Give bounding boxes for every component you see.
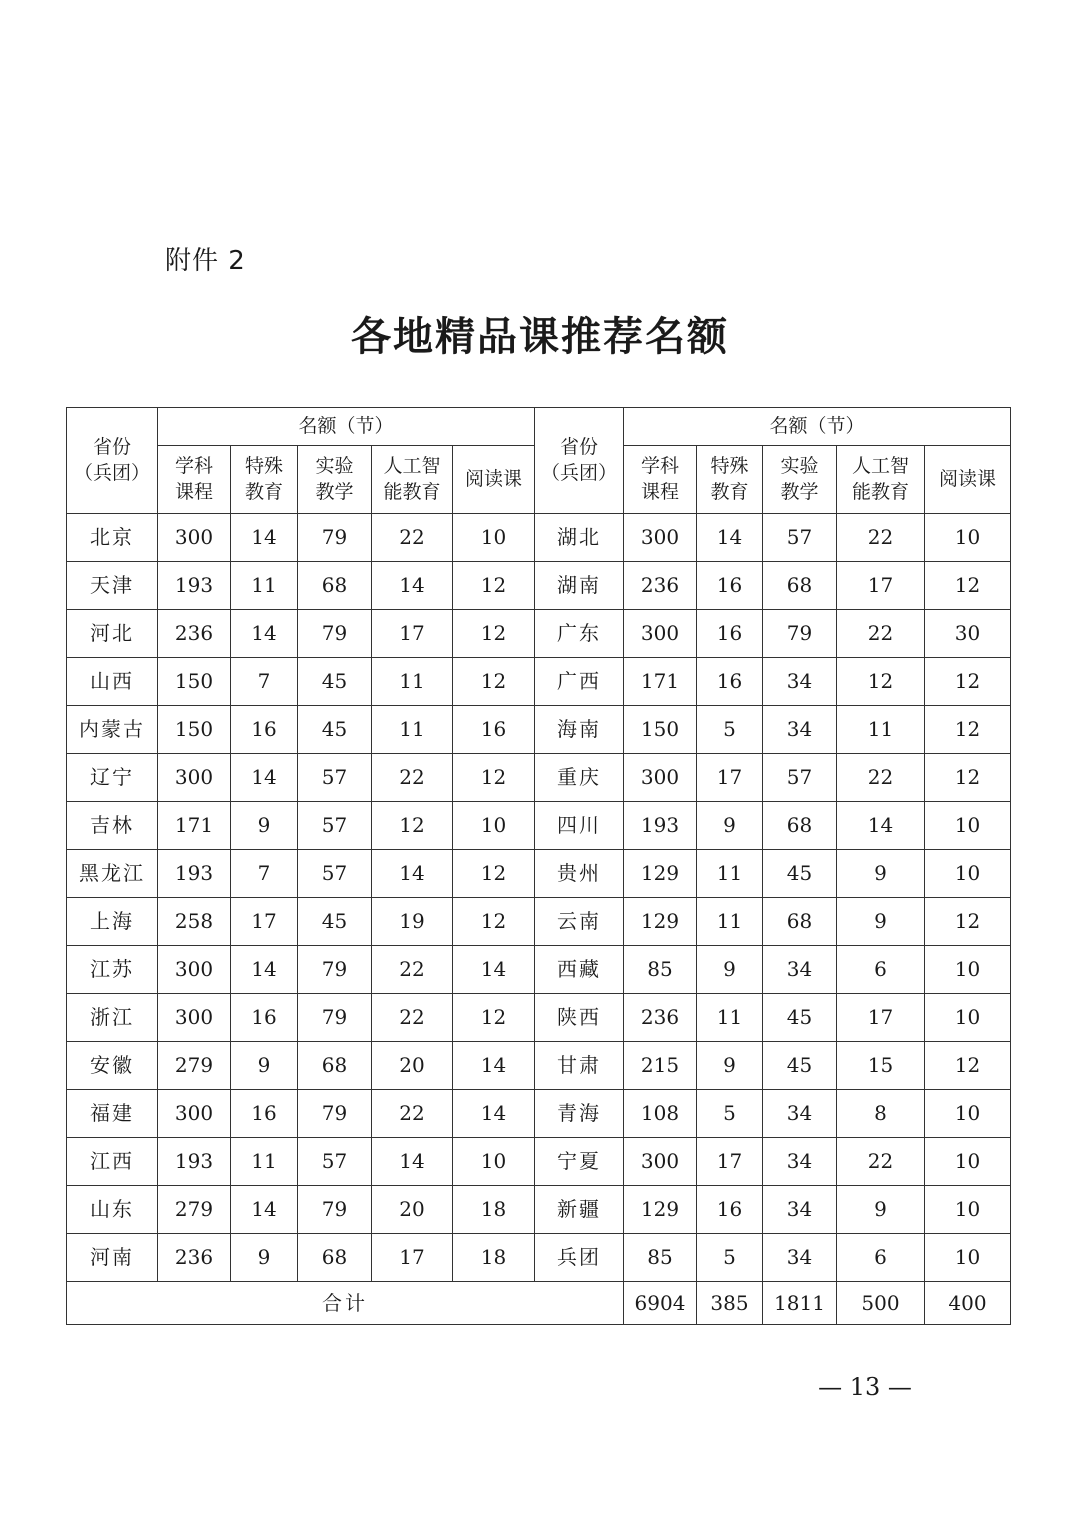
right-subject-cell: 236 xyxy=(624,994,697,1042)
left-subject-cell: 300 xyxy=(158,1090,231,1138)
right-ai-cell: 17 xyxy=(837,994,925,1042)
left-province-cell: 吉林 xyxy=(67,802,158,850)
right-province-cell: 西藏 xyxy=(535,946,624,994)
left-province-cell: 上海 xyxy=(67,898,158,946)
right-experiment-cell: 34 xyxy=(763,1186,837,1234)
left-subject-cell: 279 xyxy=(158,1042,231,1090)
left-experiment-cell: 68 xyxy=(298,562,372,610)
left-subject-cell: 171 xyxy=(158,802,231,850)
right-special-cell: 16 xyxy=(697,562,763,610)
left-experiment-cell: 45 xyxy=(298,898,372,946)
right-special-cell: 14 xyxy=(697,514,763,562)
header-province-right xyxy=(535,408,624,514)
right-subject-cell: 129 xyxy=(624,898,697,946)
left-reading-cell: 14 xyxy=(453,946,535,994)
table-row xyxy=(67,850,1011,898)
header-province-line1: 省份 xyxy=(92,435,131,458)
left-special-cell: 16 xyxy=(231,994,298,1042)
left-subject-cell: 193 xyxy=(158,850,231,898)
table-row xyxy=(67,1234,1011,1282)
header-experiment: 实验 教学 xyxy=(298,446,372,514)
right-ai-cell: 22 xyxy=(837,1138,925,1186)
header-reading: 阅读课 xyxy=(925,446,1011,514)
left-experiment-cell: 79 xyxy=(298,994,372,1042)
left-special-cell: 7 xyxy=(231,850,298,898)
total-ai: 500 xyxy=(837,1282,925,1325)
right-subject-cell: 85 xyxy=(624,1234,697,1282)
right-ai-cell: 14 xyxy=(837,802,925,850)
right-province-cell: 四川 xyxy=(535,802,624,850)
right-reading-cell: 10 xyxy=(925,1234,1011,1282)
left-reading-cell: 12 xyxy=(453,850,535,898)
right-reading-cell: 12 xyxy=(925,1042,1011,1090)
left-special-cell: 14 xyxy=(231,946,298,994)
right-experiment-cell: 45 xyxy=(763,850,837,898)
header-special: 特殊 教育 xyxy=(231,446,298,514)
left-ai-cell: 19 xyxy=(372,898,453,946)
right-subject-cell: 150 xyxy=(624,706,697,754)
right-subject-cell: 300 xyxy=(624,754,697,802)
right-subject-cell: 85 xyxy=(624,946,697,994)
right-special-cell: 11 xyxy=(697,850,763,898)
right-ai-cell: 6 xyxy=(837,946,925,994)
right-ai-cell: 22 xyxy=(837,754,925,802)
header-special: 特殊 教育 xyxy=(697,446,763,514)
right-experiment-cell: 79 xyxy=(763,610,837,658)
right-reading-cell: 12 xyxy=(925,562,1011,610)
left-subject-cell: 300 xyxy=(158,994,231,1042)
right-reading-cell: 10 xyxy=(925,514,1011,562)
right-reading-cell: 10 xyxy=(925,994,1011,1042)
right-subject-cell: 129 xyxy=(624,1186,697,1234)
right-special-cell: 16 xyxy=(697,610,763,658)
right-experiment-cell: 34 xyxy=(763,1138,837,1186)
left-special-cell: 16 xyxy=(231,1090,298,1138)
table-row xyxy=(67,946,1011,994)
right-subject-cell: 300 xyxy=(624,1138,697,1186)
left-subject-cell: 193 xyxy=(158,562,231,610)
right-province-cell: 广西 xyxy=(535,658,624,706)
total-label: 合计 xyxy=(67,1282,624,1325)
left-subject-cell: 236 xyxy=(158,1234,231,1282)
page-number: — 13 — xyxy=(818,1373,912,1401)
right-ai-cell: 8 xyxy=(837,1090,925,1138)
right-experiment-cell: 57 xyxy=(763,754,837,802)
header-province-line2: （兵团） xyxy=(540,461,617,484)
left-reading-cell: 12 xyxy=(453,658,535,706)
right-reading-cell: 10 xyxy=(925,1138,1011,1186)
right-special-cell: 11 xyxy=(697,898,763,946)
header-quota-right: 名额（节） xyxy=(624,408,1011,446)
header-ai: 人工智 能教育 xyxy=(837,446,925,514)
header-row-1 xyxy=(67,408,1011,446)
header-experiment: 实验 教学 xyxy=(763,446,837,514)
right-reading-cell: 12 xyxy=(925,898,1011,946)
header-reading: 阅读课 xyxy=(453,446,535,514)
left-province-cell: 天津 xyxy=(67,562,158,610)
header-quota-left: 名额（节） xyxy=(158,408,535,446)
right-province-cell: 青海 xyxy=(535,1090,624,1138)
right-experiment-cell: 45 xyxy=(763,994,837,1042)
left-experiment-cell: 79 xyxy=(298,1186,372,1234)
left-special-cell: 9 xyxy=(231,802,298,850)
right-experiment-cell: 68 xyxy=(763,562,837,610)
left-ai-cell: 11 xyxy=(372,658,453,706)
left-reading-cell: 10 xyxy=(453,1138,535,1186)
right-special-cell: 16 xyxy=(697,658,763,706)
total-special: 385 xyxy=(697,1282,763,1325)
right-province-cell: 新疆 xyxy=(535,1186,624,1234)
right-subject-cell: 300 xyxy=(624,514,697,562)
right-subject-cell: 108 xyxy=(624,1090,697,1138)
right-subject-cell: 236 xyxy=(624,562,697,610)
left-special-cell: 17 xyxy=(231,898,298,946)
left-ai-cell: 20 xyxy=(372,1186,453,1234)
left-subject-cell: 150 xyxy=(158,658,231,706)
left-reading-cell: 18 xyxy=(453,1234,535,1282)
right-special-cell: 9 xyxy=(697,1042,763,1090)
right-province-cell: 宁夏 xyxy=(535,1138,624,1186)
left-subject-cell: 236 xyxy=(158,610,231,658)
table-row xyxy=(67,1138,1011,1186)
right-reading-cell: 10 xyxy=(925,1090,1011,1138)
header-province-line1: 省份 xyxy=(559,435,598,458)
left-reading-cell: 12 xyxy=(453,898,535,946)
left-special-cell: 11 xyxy=(231,1138,298,1186)
left-experiment-cell: 79 xyxy=(298,610,372,658)
right-experiment-cell: 34 xyxy=(763,946,837,994)
right-experiment-cell: 45 xyxy=(763,1042,837,1090)
left-special-cell: 9 xyxy=(231,1234,298,1282)
left-province-cell: 辽宁 xyxy=(67,754,158,802)
left-reading-cell: 12 xyxy=(453,754,535,802)
left-special-cell: 14 xyxy=(231,754,298,802)
right-reading-cell: 12 xyxy=(925,706,1011,754)
left-experiment-cell: 57 xyxy=(298,1138,372,1186)
right-special-cell: 9 xyxy=(697,946,763,994)
right-special-cell: 11 xyxy=(697,994,763,1042)
left-reading-cell: 14 xyxy=(453,1042,535,1090)
left-province-cell: 北京 xyxy=(67,514,158,562)
table-row xyxy=(67,802,1011,850)
total-experiment: 1811 xyxy=(763,1282,837,1325)
left-reading-cell: 12 xyxy=(453,610,535,658)
left-ai-cell: 22 xyxy=(372,754,453,802)
attachment-label: 附件 2 xyxy=(165,246,246,276)
right-experiment-cell: 68 xyxy=(763,898,837,946)
quota-table xyxy=(66,407,1011,1325)
left-ai-cell: 22 xyxy=(372,1090,453,1138)
right-ai-cell: 9 xyxy=(837,898,925,946)
right-special-cell: 17 xyxy=(697,754,763,802)
left-experiment-cell: 79 xyxy=(298,946,372,994)
table-row xyxy=(67,754,1011,802)
right-reading-cell: 10 xyxy=(925,802,1011,850)
table-row xyxy=(67,562,1011,610)
right-experiment-cell: 34 xyxy=(763,1234,837,1282)
left-special-cell: 16 xyxy=(231,706,298,754)
left-province-cell: 江西 xyxy=(67,1138,158,1186)
right-province-cell: 甘肃 xyxy=(535,1042,624,1090)
right-province-cell: 广东 xyxy=(535,610,624,658)
right-ai-cell: 9 xyxy=(837,1186,925,1234)
left-special-cell: 14 xyxy=(231,514,298,562)
right-province-cell: 重庆 xyxy=(535,754,624,802)
table-row xyxy=(67,706,1011,754)
left-special-cell: 9 xyxy=(231,1042,298,1090)
left-reading-cell: 12 xyxy=(453,994,535,1042)
table-row xyxy=(67,658,1011,706)
left-experiment-cell: 57 xyxy=(298,754,372,802)
right-ai-cell: 11 xyxy=(837,706,925,754)
left-reading-cell: 14 xyxy=(453,1090,535,1138)
right-special-cell: 9 xyxy=(697,802,763,850)
right-special-cell: 16 xyxy=(697,1186,763,1234)
left-ai-cell: 12 xyxy=(372,802,453,850)
right-reading-cell: 12 xyxy=(925,658,1011,706)
right-special-cell: 17 xyxy=(697,1138,763,1186)
right-ai-cell: 17 xyxy=(837,562,925,610)
table-row xyxy=(67,898,1011,946)
left-subject-cell: 258 xyxy=(158,898,231,946)
left-ai-cell: 22 xyxy=(372,946,453,994)
left-province-cell: 福建 xyxy=(67,1090,158,1138)
left-ai-cell: 22 xyxy=(372,994,453,1042)
total-reading: 400 xyxy=(925,1282,1011,1325)
left-experiment-cell: 79 xyxy=(298,1090,372,1138)
left-ai-cell: 14 xyxy=(372,1138,453,1186)
left-ai-cell: 17 xyxy=(372,610,453,658)
right-subject-cell: 129 xyxy=(624,850,697,898)
right-province-cell: 海南 xyxy=(535,706,624,754)
right-subject-cell: 215 xyxy=(624,1042,697,1090)
header-subject: 学科 课程 xyxy=(158,446,231,514)
right-ai-cell: 12 xyxy=(837,658,925,706)
right-special-cell: 5 xyxy=(697,1234,763,1282)
left-ai-cell: 20 xyxy=(372,1042,453,1090)
header-province-line2: （兵团） xyxy=(73,461,150,484)
left-province-cell: 黑龙江 xyxy=(67,850,158,898)
left-province-cell: 内蒙古 xyxy=(67,706,158,754)
right-experiment-cell: 57 xyxy=(763,514,837,562)
right-ai-cell: 22 xyxy=(837,610,925,658)
table-row xyxy=(67,1186,1011,1234)
left-experiment-cell: 79 xyxy=(298,514,372,562)
right-province-cell: 兵团 xyxy=(535,1234,624,1282)
left-subject-cell: 300 xyxy=(158,754,231,802)
right-province-cell: 贵州 xyxy=(535,850,624,898)
header-subject: 学科 课程 xyxy=(624,446,697,514)
right-subject-cell: 171 xyxy=(624,658,697,706)
right-experiment-cell: 68 xyxy=(763,802,837,850)
left-reading-cell: 10 xyxy=(453,802,535,850)
left-subject-cell: 300 xyxy=(158,514,231,562)
right-province-cell: 湖北 xyxy=(535,514,624,562)
total-subject: 6904 xyxy=(624,1282,697,1325)
left-special-cell: 7 xyxy=(231,658,298,706)
total-row xyxy=(67,1282,1011,1325)
right-reading-cell: 30 xyxy=(925,610,1011,658)
left-special-cell: 11 xyxy=(231,562,298,610)
left-reading-cell: 18 xyxy=(453,1186,535,1234)
left-subject-cell: 300 xyxy=(158,946,231,994)
right-special-cell: 5 xyxy=(697,1090,763,1138)
left-experiment-cell: 68 xyxy=(298,1042,372,1090)
left-experiment-cell: 57 xyxy=(298,850,372,898)
table-row xyxy=(67,994,1011,1042)
left-province-cell: 河南 xyxy=(67,1234,158,1282)
left-province-cell: 河北 xyxy=(67,610,158,658)
left-province-cell: 山东 xyxy=(67,1186,158,1234)
header-province-left xyxy=(67,408,158,514)
left-ai-cell: 14 xyxy=(372,562,453,610)
left-experiment-cell: 45 xyxy=(298,706,372,754)
right-subject-cell: 300 xyxy=(624,610,697,658)
right-reading-cell: 10 xyxy=(925,850,1011,898)
left-experiment-cell: 45 xyxy=(298,658,372,706)
right-reading-cell: 10 xyxy=(925,1186,1011,1234)
right-ai-cell: 9 xyxy=(837,850,925,898)
table-row xyxy=(67,610,1011,658)
left-reading-cell: 16 xyxy=(453,706,535,754)
left-reading-cell: 10 xyxy=(453,514,535,562)
right-reading-cell: 12 xyxy=(925,754,1011,802)
right-province-cell: 陕西 xyxy=(535,994,624,1042)
right-subject-cell: 193 xyxy=(624,802,697,850)
left-subject-cell: 279 xyxy=(158,1186,231,1234)
right-ai-cell: 6 xyxy=(837,1234,925,1282)
left-ai-cell: 17 xyxy=(372,1234,453,1282)
left-subject-cell: 150 xyxy=(158,706,231,754)
right-province-cell: 湖南 xyxy=(535,562,624,610)
left-reading-cell: 12 xyxy=(453,562,535,610)
right-ai-cell: 15 xyxy=(837,1042,925,1090)
left-ai-cell: 14 xyxy=(372,850,453,898)
right-reading-cell: 10 xyxy=(925,946,1011,994)
page-title: 各地精品课推荐名额 xyxy=(351,314,729,360)
table-row xyxy=(67,1042,1011,1090)
right-special-cell: 5 xyxy=(697,706,763,754)
left-province-cell: 山西 xyxy=(67,658,158,706)
right-province-cell: 云南 xyxy=(535,898,624,946)
left-province-cell: 安徽 xyxy=(67,1042,158,1090)
right-ai-cell: 22 xyxy=(837,514,925,562)
header-ai: 人工智 能教育 xyxy=(372,446,453,514)
left-province-cell: 浙江 xyxy=(67,994,158,1042)
right-experiment-cell: 34 xyxy=(763,1090,837,1138)
left-ai-cell: 11 xyxy=(372,706,453,754)
left-special-cell: 14 xyxy=(231,610,298,658)
left-experiment-cell: 68 xyxy=(298,1234,372,1282)
table-row xyxy=(67,1090,1011,1138)
right-experiment-cell: 34 xyxy=(763,706,837,754)
left-province-cell: 江苏 xyxy=(67,946,158,994)
left-experiment-cell: 57 xyxy=(298,802,372,850)
left-ai-cell: 22 xyxy=(372,514,453,562)
table-row xyxy=(67,514,1011,562)
right-experiment-cell: 34 xyxy=(763,658,837,706)
left-special-cell: 14 xyxy=(231,1186,298,1234)
left-subject-cell: 193 xyxy=(158,1138,231,1186)
